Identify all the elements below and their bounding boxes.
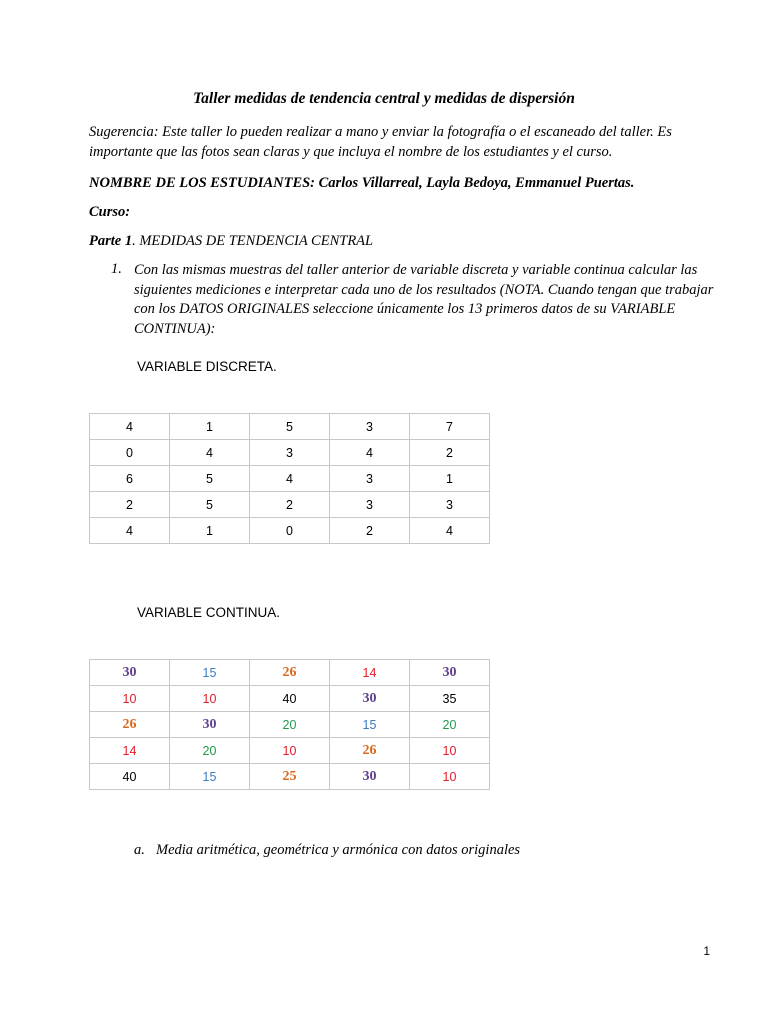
table-cell: 20 <box>410 712 490 738</box>
table-cell: 5 <box>250 414 330 440</box>
table-cell: 30 <box>170 712 250 738</box>
table-cell: 4 <box>90 414 170 440</box>
table-cell: 26 <box>250 660 330 686</box>
question1-text: Con las mismas muestras del taller anterior de variable discreta y variable continua calcular las siguientes mediciones e interpretar cada uno de los resultados (NOTA. Cuando tengan que trabajar con los DATOS ORIGINALES seleccione únicamente los 13 primeros datos de su VARIABLE CONTINUA): <box>134 262 714 337</box>
table-cell: 35 <box>410 686 490 712</box>
page-number: 1 <box>703 944 710 958</box>
table-cell: 10 <box>250 738 330 764</box>
table-cell: 1 <box>170 518 250 544</box>
table-row <box>90 738 490 764</box>
table-cell: 26 <box>330 738 410 764</box>
subitem-a-letter: a. <box>134 842 145 858</box>
table-cell: 10 <box>410 764 490 790</box>
table-cell: 14 <box>90 738 170 764</box>
suggestion-paragraph: Sugerencia: Este taller lo pueden realizar a mano y enviar la fotografía o el escaneado del taller. Es importante que las fotos sean claras y que incluya el nombre de los estudiantes y el curso. <box>89 124 672 160</box>
table-cell: 4 <box>410 518 490 544</box>
table-row <box>90 660 490 686</box>
table-cell: 30 <box>410 660 490 686</box>
table-cell: 3 <box>330 492 410 518</box>
table-cell: 4 <box>170 440 250 466</box>
table-cell: 10 <box>90 686 170 712</box>
continuous-variable-label: VARIABLE CONTINUA. <box>137 605 281 620</box>
table-cell: 20 <box>250 712 330 738</box>
table-cell: 3 <box>250 440 330 466</box>
table-cell: 30 <box>90 660 170 686</box>
table-cell: 0 <box>250 518 330 544</box>
table-cell: 6 <box>90 466 170 492</box>
table-cell: 3 <box>330 466 410 492</box>
table-cell: 2 <box>250 492 330 518</box>
discrete-variable-label: VARIABLE DISCRETA. <box>137 359 277 374</box>
table-cell: 2 <box>330 518 410 544</box>
table-cell: 15 <box>330 712 410 738</box>
part1-number: Parte 1 <box>89 233 133 249</box>
table-cell: 5 <box>170 492 250 518</box>
table-cell: 3 <box>410 492 490 518</box>
course-label: Curso: <box>89 204 131 220</box>
document-title: Taller medidas de tendencia central y medidas de dispersión <box>193 90 575 107</box>
table-cell: 14 <box>330 660 410 686</box>
question1-number: 1. <box>111 261 122 277</box>
table-cell: 2 <box>410 440 490 466</box>
continuous-data-table <box>89 659 490 790</box>
table-cell: 40 <box>250 686 330 712</box>
table-cell: 1 <box>170 414 250 440</box>
discrete-data-table <box>89 413 490 544</box>
table-row <box>90 414 490 440</box>
table-cell: 15 <box>170 660 250 686</box>
students-line: NOMBRE DE LOS ESTUDIANTES: Carlos Villarreal, Layla Bedoya, Emmanuel Puertas. <box>89 175 635 191</box>
table-cell: 7 <box>410 414 490 440</box>
table-cell: 30 <box>330 764 410 790</box>
table-cell: 10 <box>410 738 490 764</box>
table-cell: 20 <box>170 738 250 764</box>
table-cell: 25 <box>250 764 330 790</box>
table-cell: 26 <box>90 712 170 738</box>
subitem-a-text: Media aritmética, geométrica y armónica con datos originales <box>156 842 521 858</box>
part1-heading <box>89 231 714 251</box>
table-cell: 5 <box>170 466 250 492</box>
table-cell: 4 <box>90 518 170 544</box>
table-cell: 0 <box>90 440 170 466</box>
table-cell: 10 <box>170 686 250 712</box>
table-cell: 30 <box>330 686 410 712</box>
table-row <box>90 492 490 518</box>
table-row <box>90 466 490 492</box>
table-cell: 1 <box>410 466 490 492</box>
table-cell: 3 <box>330 414 410 440</box>
table-cell: 15 <box>170 764 250 790</box>
table-cell: 2 <box>90 492 170 518</box>
table-cell: 4 <box>250 466 330 492</box>
table-cell: 4 <box>330 440 410 466</box>
table-row <box>90 440 490 466</box>
table-row <box>90 712 490 738</box>
table-row <box>90 686 490 712</box>
table-row <box>90 764 490 790</box>
part1-title: . MEDIDAS DE TENDENCIA CENTRAL <box>132 233 374 249</box>
table-row <box>90 518 490 544</box>
table-cell: 40 <box>90 764 170 790</box>
